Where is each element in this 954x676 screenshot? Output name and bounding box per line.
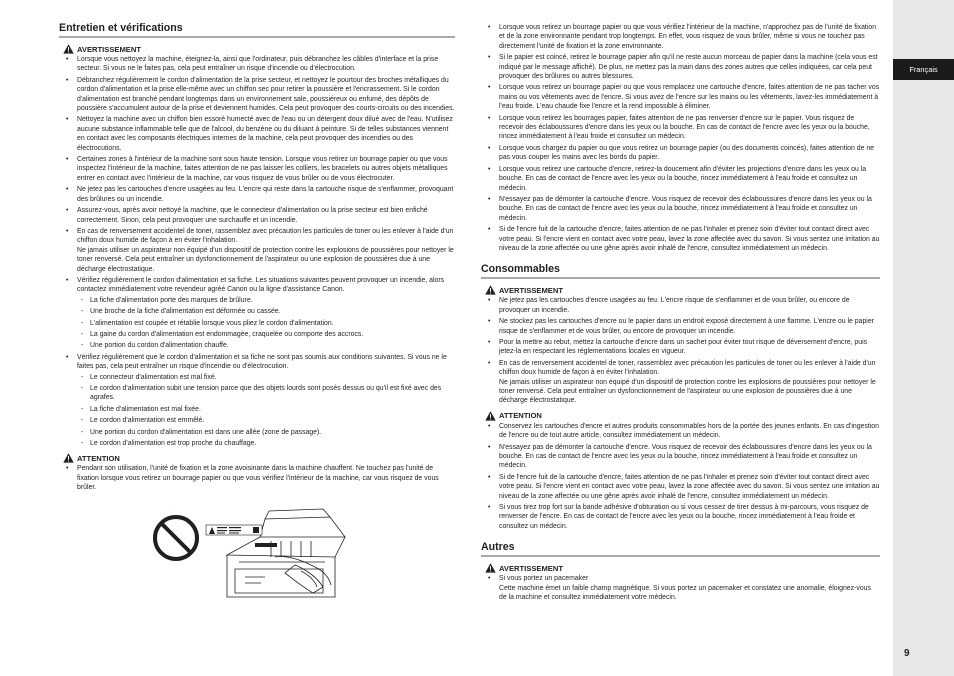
list-item [487, 574, 880, 602]
list-item: • Si de l'encre fuit de la cartouche d'encre, faites attention de ne pas l'inhaler et prenez soin d'éviter tout contact direct avec votre peau. Si l'encre vient en contact avec votre peau, lavez la zone affectée avec du savon. Si vous sentez une irritation au niveau de la zone affectée ou une gêne après avoir inhalé de l'encre, consultez immédiatement un médecin. [487, 473, 880, 501]
sub-list-item: - La fiche d'alimentation porte des marques de brûlure. [81, 296, 455, 305]
attention-label: ATTENTION [499, 411, 542, 421]
sub-list-item: - Le cordon d'alimentation est emmêlé. [81, 416, 455, 425]
printer-hand-illustration [205, 507, 355, 599]
sub-list [81, 296, 455, 351]
language-tab[interactable]: Français [893, 59, 954, 80]
section-title-checks: Entretien et vérifications [59, 22, 455, 38]
list-item: • Ne jetez pas les cartouches d'encre usagées au feu. L'encre qui reste dans la cartouche risque de s'enflammer, provoquant des brûlures ou un incendie. [65, 185, 455, 204]
warning-label: AVERTISSEMENT [499, 285, 563, 295]
list-item: • Pour la mettre au rebut, mettez la cartouche d'encre dans un sachet pour éviter tout risque de déversement d'encre, puis jetez-la en respectant les réglementations locales en vigueur. [487, 338, 880, 357]
list-item: • Lorsque vous retirez les bourrages papier, faites attention de ne pas renverser d'encre sur le papier. Vous risquez de recevoir des éclaboussures d'encre dans les yeux ou la bouche. En cas de contact de l'encre avec les yeux ou la bouche, rincez immédiatement à l'eau froide et consultez un médecin. [487, 114, 880, 142]
list-item: • Lorsque vous nettoyez la machine, éteignez-la, ainsi que l'ordinateur, puis débranchez les câbles d'interface et la prise secteur. Si vous ne le faites pas, cela peut entraîner un risque d'incendie ou d'électrocution. [65, 55, 455, 74]
section-title-others: Autres [481, 541, 880, 557]
list-item: • Conservez les cartouches d'encre et autres produits consommables hors de la portée des jeunes enfants. En cas d'ingestion de l'encre ou de tout autre article, consultez immédiatement un médecin. [487, 422, 880, 441]
list-item: • Ne stockez pas les cartouches d'encre ou le papier dans un endroit exposé directement à une flamme. L'encre ou le papier risque de s'enflammer et de vous brûler, ou encore de provoquer un incendie. [487, 317, 880, 336]
sub-list-item: - L'alimentation est coupée et rétablie lorsque vous pliez le cordon d'alimentation. [81, 319, 455, 328]
list-item-text: Ne jamais utiliser un aspirateur non équipé d'un dispositif de protection contre les explosions de poussières pour nettoyer le toner renversé. Cela peut entraîner un dysfonctionnement de l'aspirateur ou une explosion de poussières due à une décharge électrostatique. [499, 378, 876, 405]
sub-list-item: - Le cordon d'alimentation subit une tension parce que des objets lourds sont posés dessus ou qu'il est fixé avec des agrafes. [81, 384, 455, 403]
list-item-text: • Si vous portez un pacemaker [499, 575, 589, 583]
sub-list-item: - Le connecteur d'alimentation est mal fixé. [81, 373, 455, 382]
sub-list [81, 373, 455, 449]
attention-label: ATTENTION [77, 453, 120, 463]
list-item: • Lorsque vous retirez une cartouche d'encre, retirez-la doucement afin d'éviter les projections d'encre dans les yeux ou la bouche. En cas de contact de l'encre avec les yeux ou la bouche, rincez immédiatement à l'eau froide et consultez un médecin. [487, 165, 880, 193]
sub-list-item: - La fiche d'alimentation est mal fixée. [81, 405, 455, 414]
list-item [487, 359, 880, 406]
sub-list-item: - Une portion du cordon d'alimentation chauffe. [81, 341, 455, 350]
list-item: • N'essayez pas de démonter la cartouche d'encre. Vous risquez de recevoir des éclaboussures d'encre dans les yeux ou la bouche. En cas de contact de l'encre avec les yeux ou la bouche, rincez immédiatement à l'eau froide et consultez un médecin. [487, 195, 880, 223]
list-item: • Lorsque vous chargez du papier ou que vous retirez un bourrage papier (ou des documents coincés), faites attention de ne pas vous couper les mains avec les bords du papier. [487, 144, 880, 163]
list-item: • Ne jetez pas les cartouches d'encre usagées au feu. L'encre risque de s'enflammer et de vous brûler, ou encore de provoquer un incendie. [487, 296, 880, 315]
warning-heading [485, 563, 880, 573]
warning-heading [485, 285, 880, 295]
list-item [65, 276, 455, 351]
warning-triangle-icon [485, 563, 496, 573]
attention-heading [63, 453, 455, 463]
left-column [59, 22, 455, 599]
right-column [481, 22, 880, 605]
warning-triangle-icon [63, 453, 74, 463]
list-item: • Lorsque vous retirez un bourrage papier ou que vous remplacez une cartouche d'encre, faites attention de ne pas tacher vos mains ou vos vêtements avec de l'encre. Si vous avez de l'encre sur les mains ou les vêtements, lavez-les immédiatement à l'eau froide. L'eau chaude fixe l'encre et la rend impossible à éliminer. [487, 83, 880, 111]
list-item-text: Ne jamais utiliser un aspirateur non équipé d'un dispositif de protection contre les explosions de poussières pour nettoyer le toner renversé. Cela peut entraîner un dysfonctionnement de l'aspirateur ou une explosion de poussières due à une décharge électrostatique. [77, 246, 454, 273]
sub-list-item: - La gaine du cordon d'alimentation est endommagée, craquelée ou comporte des accrocs. [81, 330, 455, 339]
list-item: • Assurez-vous, après avoir nettoyé la machine, que le connecteur d'alimentation ou la prise secteur est bien enfiché correctement. Sinon, cela peut provoquer une surchauffe et un incendie. [65, 206, 455, 225]
list-item: • Nettoyez la machine avec un chiffon bien essoré humecté avec de l'eau ou un détergent doux dilué avec de l'eau. N'utilisez aucune substance inflammable telle que de l'alcool, du benzène ou du diluant à peinture. Si de telles substances viennent en contact avec les composants électriques internes de la machine, cela peut provoquer des incendies ou des électrocutions. [65, 115, 455, 153]
list-item-text: • Vérifiez régulièrement que le cordon d'alimentation et sa fiche ne sont pas soumis aux conditions suivantes. Si vous ne le faites pas, cela peut entraîner un risque d'incendie ou d'électrocution. [77, 353, 447, 371]
page-number: 9 [904, 648, 910, 659]
page-side-band [893, 0, 954, 676]
warning-list [487, 296, 880, 405]
list-item: • Débranchez régulièrement le cordon d'alimentation de la prise secteur, et nettoyez le pourtour des broches métalliques du cordon d'alimentation et la prise elle-même avec un chiffon sec pour retirer la poussière et l'encrassement. Si le cordon d'alimentation est branché pendant longtemps dans un environnement sale, poussiéreux ou enfumé, des dépôts de poussière s'accumulent autour de la prise et deviennent humides. Cela peut provoquer des courts-circuits ou des incendies. [65, 76, 455, 114]
list-item: • Si de l'encre fuit de la cartouche d'encre, faites attention de ne pas l'inhaler et prenez soin d'éviter tout contact direct avec votre peau. Si l'encre vient en contact avec votre peau, lavez la zone affectée avec du savon. Si vous sentez une irritation au niveau de la zone affectée ou une gêne après avoir inhalé de l'encre, consultez immédiatement un médecin. [487, 225, 880, 253]
warning-label: AVERTISSEMENT [77, 44, 141, 54]
warning-heading [63, 44, 455, 54]
attention-list [487, 422, 880, 531]
list-item: • Certaines zones à l'intérieur de la machine sont sous haute tension. Lorsque vous retirez un bourrage papier ou que vous inspectez l'intérieur de la machine, faites attention de ne pas laisser les colliers, les bracelets ou autres objets métalliques entrer en contact avec l'intérieur de la machine, car vous risquez de vous brûler ou de vous électrocuter. [65, 155, 455, 183]
section-title-consumables: Consommables [481, 263, 880, 279]
list-item: • Si vous tirez trop fort sur la bande adhésive d'obturation ou si vous cessez de tirer dessus à mi-parcours, vous risquez de renverser de l'encre. En cas de contact de l'encre avec les yeux ou la bouche, rincez immédiatement à l'eau froide et consultez un médecin. [487, 503, 880, 531]
list-item-text: • En cas de renversement accidentel de toner, rassemblez avec précaution les particules de toner ou les enlever à l'aide d'un chiffon doux humide de façon à en éviter l'inhalation. [499, 359, 876, 377]
warning-label: AVERTISSEMENT [499, 563, 563, 573]
warning-list [65, 55, 455, 448]
warning-triangle-icon [485, 411, 496, 421]
sub-list-item: - Une broche de la fiche d'alimentation est déformée ou cassée. [81, 307, 455, 316]
sub-list-item: - Le cordon d'alimentation est trop proche du chauffage. [81, 439, 455, 448]
attention-heading [485, 411, 880, 421]
attention-list [65, 464, 455, 492]
list-item-text: Cette machine émet un faible champ magnétique. Si vous portez un pacemaker et constatez une anomalie, éloignez-vous de la machine et consultez immédiatement votre médecin. [499, 584, 871, 602]
list-item: • Si le papier est coincé, retirez le bourrage papier afin qu'il ne reste aucun morceau de papier dans la machine (cela vous est indiqué par le message affiché). De plus, ne mettez pas la main dans des zones autres que celles indiquées, car cela peut provoquer des brûlures ou autres blessures. [487, 53, 880, 81]
warning-triangle-icon [63, 44, 74, 54]
warning-triangle-icon [485, 285, 496, 295]
list-item: • N'essayez pas de démonter la cartouche d'encre. Vous risquez de recevoir des éclaboussures d'encre dans les yeux ou la bouche. En cas de contact de l'encre avec les yeux ou la bouche, rincez immédiatement à l'eau froide et consultez un médecin. [487, 443, 880, 471]
list-item: • Pendant son utilisation, l'unité de fixation et la zone avoisinante dans la machine chauffent. Ne touchez pas l'unité de fixation lorsque vous retirez un bourrage papier ou que vous vérifiez l'intérieur de la machine, car vous risquez de vous brûler. [65, 464, 455, 492]
illustration-area [59, 499, 455, 599]
list-item-text: • Vérifiez régulièrement le cordon d'alimentation et sa fiche. Les situations suivantes peuvent provoquer un incendie, alors contactez immédiatement votre revendeur agréé Canon ou la ligne d'assistance Canon. [77, 276, 445, 294]
checks-continued-list [487, 23, 880, 253]
list-item [65, 353, 455, 449]
list-item-text: • En cas de renversement accidentel de toner, rassemblez avec précaution les particules de toner ou les enlever à l'aide d'un chiffon doux humide de façon à en éviter l'inhalation. [77, 227, 454, 245]
sub-list-item: - Une portion du cordon d'alimentation est dans une allée (zone de passage). [81, 428, 455, 437]
warning-list [487, 574, 880, 602]
list-item [65, 227, 455, 274]
list-item: • Lorsque vous retirez un bourrage papier ou que vous vérifiez l'intérieur de la machine, n'approchez pas de l'unité de fixation et de la zone environnante pendant trop longtemps. En effet, vous risquez de vous brûler, même si vous ne touchez pas directement l'unité de fixation et la zone environnante. [487, 23, 880, 51]
prohibit-icon [151, 513, 201, 563]
